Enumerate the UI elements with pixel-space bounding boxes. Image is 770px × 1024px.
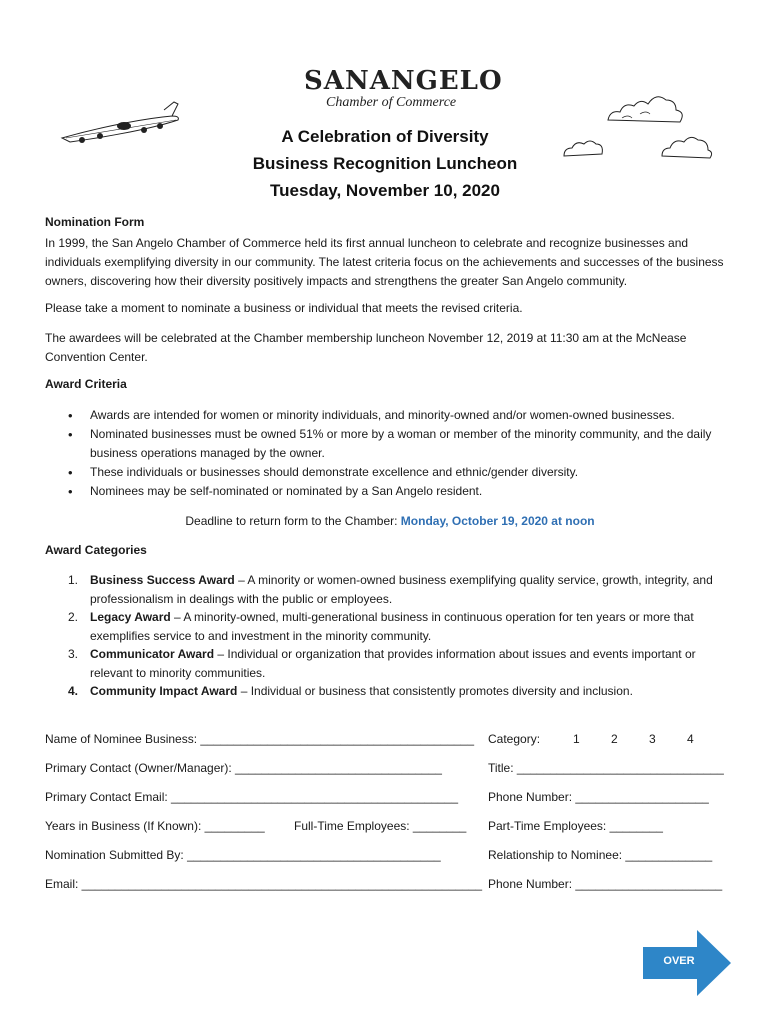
award-categories-heading: Award Categories [45,543,147,557]
over-label: OVER [663,955,695,967]
category-name: Communicator Award [90,647,215,661]
deadline-label: Deadline to return form to the Chamber: [185,514,401,528]
category-name: Community Impact Award [90,684,238,698]
category-number: 2. [68,610,79,624]
category-description: – Individual or business that consistently promotes diversity and inclusion. [237,684,633,698]
category-option-4[interactable]: 4 [687,732,694,746]
category-option-2[interactable]: 2 [611,732,618,746]
title-line-2: Business Recognition Luncheon [252,154,518,173]
nomination-form-heading: Nomination Form [45,215,145,229]
category-number: 4. [68,684,79,698]
submitted-by-field[interactable]: Nomination Submitted By: ______________________________________ [45,848,441,862]
relationship-field[interactable]: Relationship to Nominee: _____________ [488,848,713,862]
list-item: • Awards are intended for women or minority individuals, and minority-owned and/or women-owned businesses. [90,406,730,425]
category-description: – A minority or women-owned business exemplifying quality service, growth, integrity, and professionalism in dealings with the public or employees. [90,573,713,606]
parttime-employees-field[interactable]: Part-Time Employees: ________ [488,819,663,833]
primary-email-field[interactable]: Primary Contact Email: ___________________________________________ [45,790,459,804]
category-name: Legacy Award [90,610,171,624]
logo-wordmark: SANANGELO [304,66,503,96]
primary-contact-field[interactable]: Primary Contact (Owner/Manager): _______________________________ [45,761,442,775]
list-item: • Nominees may be self-nominated or nominated by a San Angelo resident. [90,482,730,501]
list-item [68,682,730,701]
logo-subtitle: Chamber of Commerce [326,95,457,110]
intro-paragraph: In 1999, the San Angelo Chamber of Commerce held its first annual luncheon to celebrate and recognize businesses and individuals exemplifying diversity in our community. The latest criteria focus on the achievements and successes of the business owners, discovering how their diversity positively impacts and strengthens the greater San Angelo community. [45,236,724,288]
category-option-1[interactable]: 1 [573,732,580,746]
fulltime-employees-field[interactable]: Full-Time Employees: ________ [294,819,467,833]
submitter-phone-field[interactable]: Phone Number: ______________________ [488,877,723,891]
awardees-paragraph: The awardees will be celebrated at the Chamber membership luncheon November 12, 2019 at 11:30 am at the McNease Convention Center. [45,331,687,364]
phone-number-field[interactable]: Phone Number: ____________________ [488,790,709,804]
list-item [68,608,730,645]
category-option-3[interactable]: 3 [649,732,656,746]
title-line-1: A Celebration of Diversity [281,127,489,146]
criteria-list [90,406,730,501]
category-number: 3. [68,647,79,661]
list-item [68,645,730,682]
title-line-3: Tuesday, November 10, 2020 [270,181,500,200]
award-criteria-heading: Award Criteria [45,377,127,391]
category-description: – A minority-owned, multi-generational business in continuous operation for ten years or more that exemplifies service to and investment in the minority community. [90,610,694,643]
over-arrow-button[interactable] [643,930,731,996]
years-in-business-field[interactable]: Years in Business (If Known): _________ [45,819,265,833]
deadline-date: Monday, October 19, 2020 at noon [400,514,595,528]
list-item [68,571,730,608]
list-item: • These individuals or businesses should demonstrate excellence and ethnic/gender diversity. [90,463,730,482]
category-description: – Individual or organization that provides information about issues and events important or relevant to minority communities. [90,647,696,680]
event-title [150,123,620,204]
list-item: • Nominated businesses must be owned 51% or more by a woman or member of the minority community, and the daily business operations managed by the owner. [90,425,730,463]
nominate-paragraph: Please take a moment to nominate a business or individual that meets the revised criteria. [45,301,523,315]
email-field[interactable]: Email: ____________________________________________________________ [45,877,483,891]
category-number: 1. [68,573,79,587]
category-label: Category: [488,732,541,746]
nominee-business-field[interactable]: Name of Nominee Business: _________________________________________ [45,732,475,746]
chamber-logo [296,62,503,114]
categories-list [68,571,730,701]
title-field[interactable]: Title: _______________________________ [488,761,724,775]
deadline-notice [45,514,735,528]
category-name: Business Success Award [90,573,235,587]
